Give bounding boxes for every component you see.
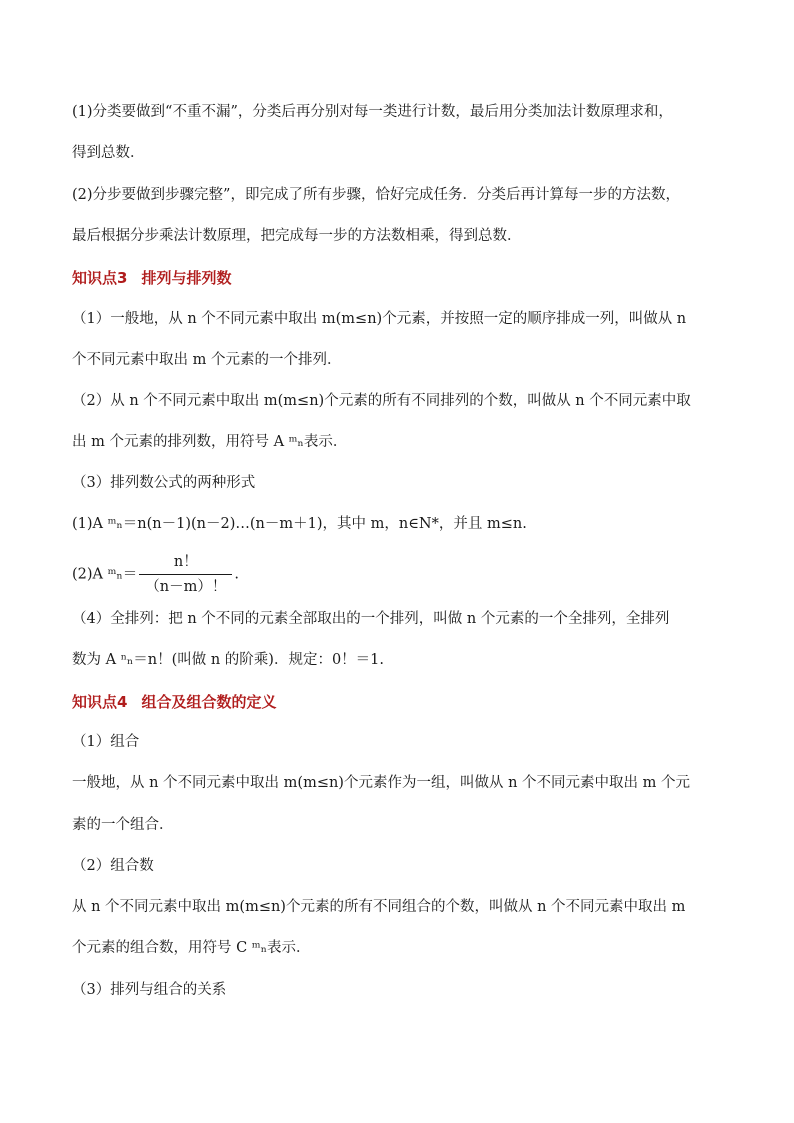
formula-prefix: (2)A ᵐₙ＝ xyxy=(72,566,138,583)
heading-label: 知识点4 xyxy=(72,693,128,711)
fraction-numerator: n！ xyxy=(139,552,232,575)
fraction-denominator: （n－m）！ xyxy=(145,579,227,595)
paragraph-line: 得到总数． xyxy=(72,145,145,161)
section-heading-4 xyxy=(72,691,276,712)
paragraph-line: 个不同元素中取出 m 个元素的一个排列． xyxy=(72,352,342,368)
heading-title: 排列与排列数 xyxy=(141,269,232,287)
paragraph-line: 一般地，从 n 个不同元素中取出 m(m≤n)个元素作为一组，叫做从 n 个不同元素中取出 m 个元 xyxy=(72,775,690,791)
section-heading-3 xyxy=(72,267,231,288)
paragraph-line: （1）组合 xyxy=(72,734,140,750)
paragraph-line: (1)分类要做到“不重不漏”，分类后再分别对每一类进行计数，最后用分类加法计数原理求和， xyxy=(72,104,673,120)
paragraph-line: 数为 A ⁿₙ＝n！(叫做 n 的阶乘)．规定：0！＝1. xyxy=(72,652,385,668)
paragraph-line: （2）组合数 xyxy=(72,858,154,874)
paragraph-line: （2）从 n 个不同元素中取出 m(m≤n)个元素的所有不同排列的个数，叫做从 n 个不同元素中取 xyxy=(72,393,691,409)
paragraph-line: 最后根据分步乘法计数原理，把完成每一步的方法数相乘，得到总数． xyxy=(72,228,522,244)
paragraph-line: (2)分步要做到步骤完整”，即完成了所有步骤，恰好完成任务．分类后再计算每一步的方法数， xyxy=(72,187,680,203)
paragraph-line: （4）全排列：把 n 个不同的元素全部取出的一个排列，叫做 n 个元素的一个全排列，全排列 xyxy=(72,611,670,627)
formula-line: (1)A ᵐₙ＝n(n－1)(n－2)…(n－m＋1)，其中 m，n∈N*，并且 m≤n. xyxy=(72,516,527,532)
paragraph-line: 个元素的组合数，用符号 C ᵐₙ表示． xyxy=(72,940,311,956)
paragraph-line: （1）一般地，从 n 个不同元素中取出 m(m≤n)个元素，并按照一定的顺序排成一列，叫做从 n xyxy=(72,311,687,327)
heading-title: 组合及组合数的定义 xyxy=(141,693,277,711)
formula-fraction-line xyxy=(72,552,732,597)
paragraph-line: 出 m 个元素的排列数，用符号 A ᵐₙ表示． xyxy=(72,434,348,450)
heading-label: 知识点3 xyxy=(72,269,128,287)
paragraph-line: （3）排列与组合的关系 xyxy=(72,982,227,998)
formula-suffix: . xyxy=(234,566,239,583)
paragraph-line: （3）排列数公式的两种形式 xyxy=(72,475,256,491)
paragraph-line: 素的一个组合． xyxy=(72,817,174,833)
fraction xyxy=(139,552,232,597)
paragraph-line: 从 n 个不同元素中取出 m(m≤n)个元素的所有不同组合的个数，叫做从 n 个不同元素中取出 m xyxy=(72,899,686,915)
